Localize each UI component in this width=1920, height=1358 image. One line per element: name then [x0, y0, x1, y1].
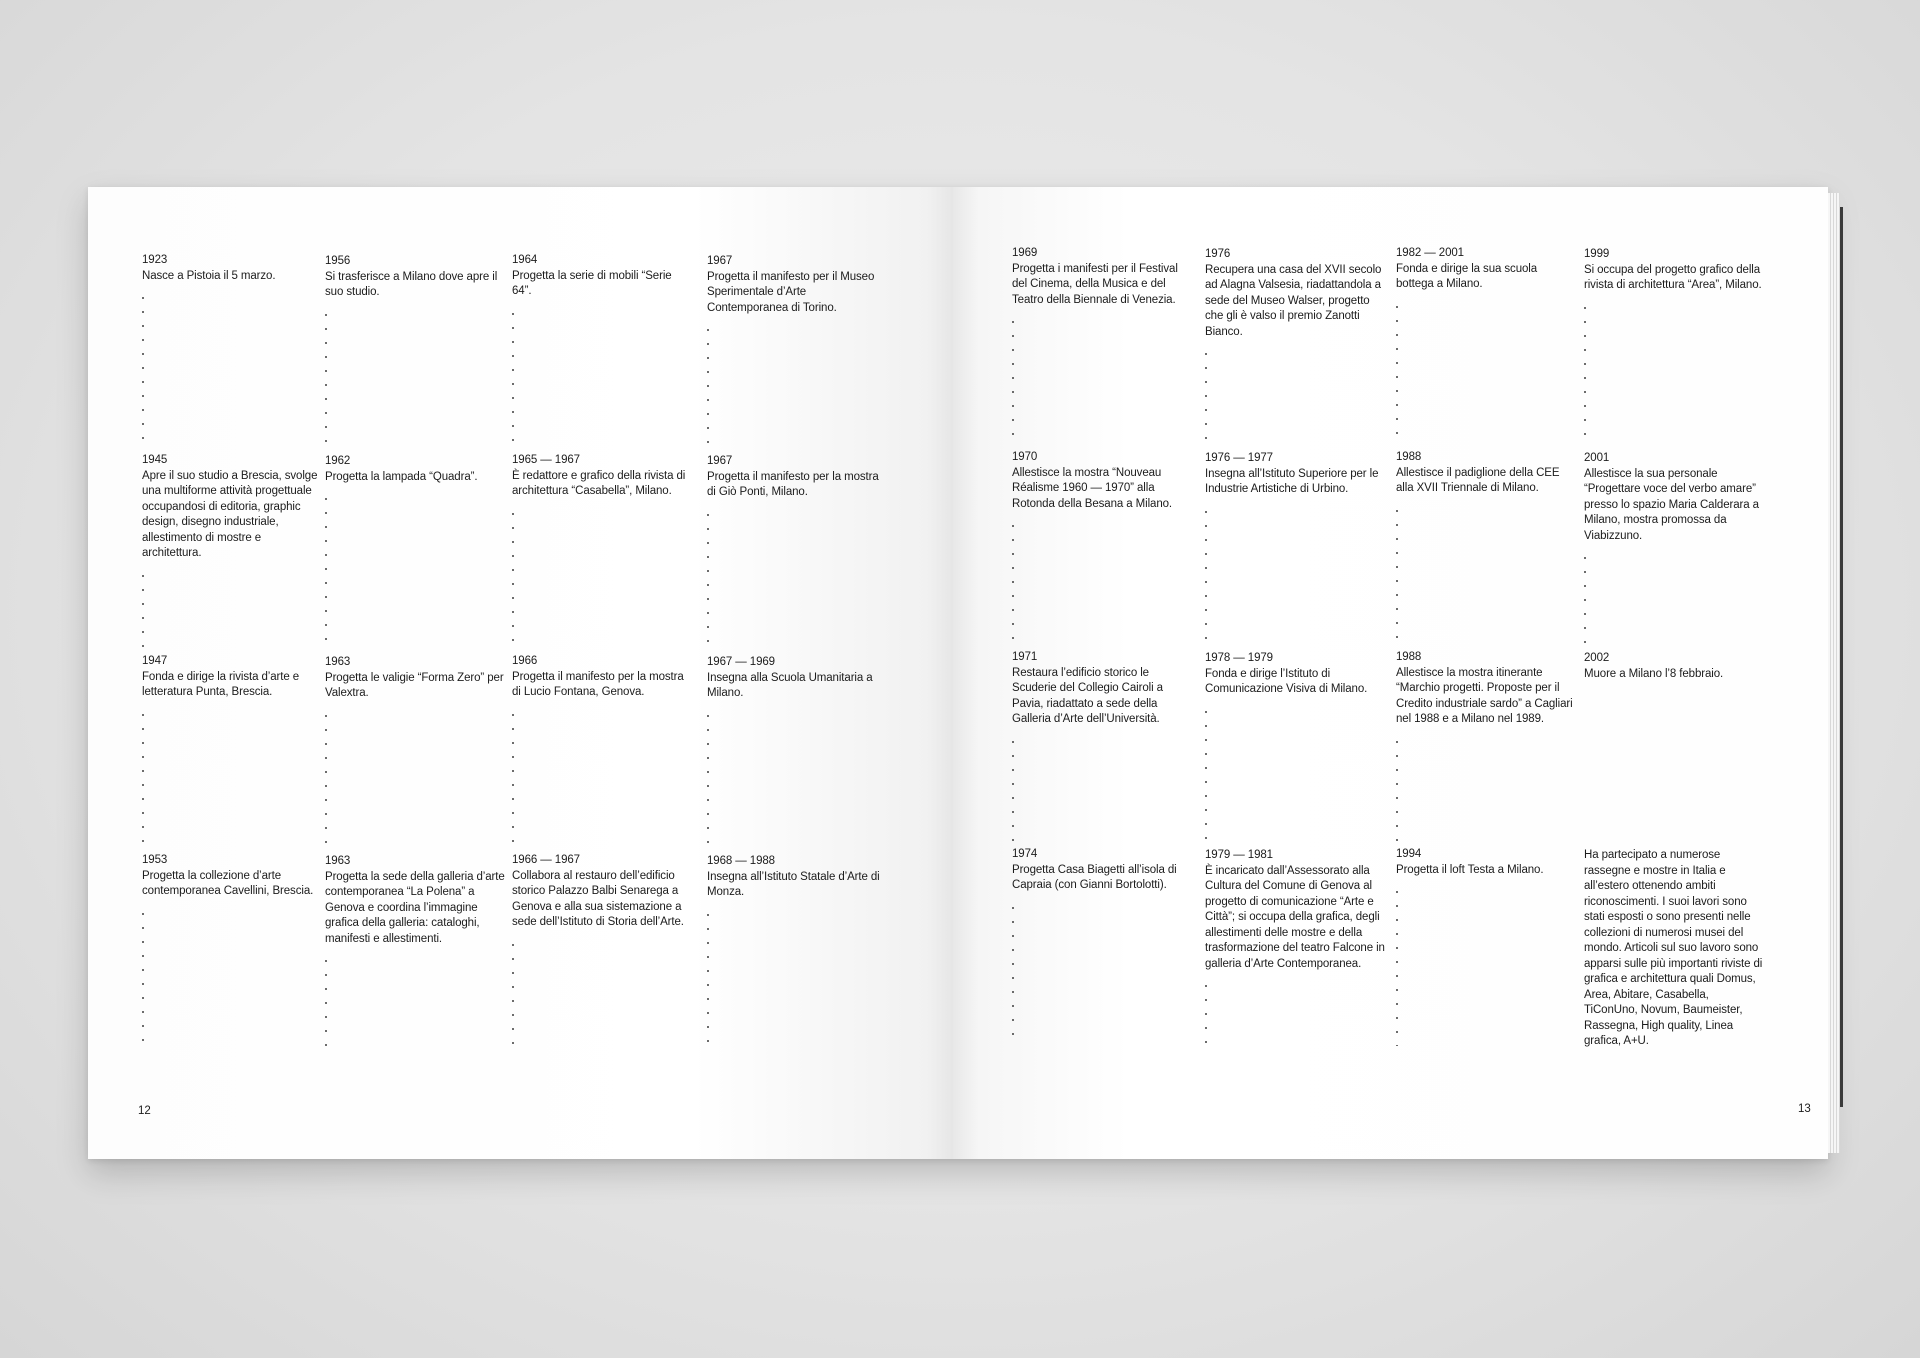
dotted-leader — [142, 903, 146, 1046]
timeline-entry — [142, 453, 322, 649]
entry-year: 1999 — [1584, 248, 1610, 260]
dotted-leader — [1012, 515, 1016, 645]
entry-year: 1963 — [325, 855, 351, 867]
entry-text: Progetta le valigie “Forma Zero” per Valextra. — [325, 671, 504, 699]
entry-year: 1964 — [512, 254, 538, 266]
entry-text: Progetta il loft Testa a Milano. — [1396, 863, 1544, 876]
timeline-entry — [512, 853, 692, 1046]
dotted-leader — [1012, 731, 1016, 842]
dotted-leader — [325, 705, 329, 849]
dotted-leader — [512, 704, 516, 848]
entry-year: 1976 — 1977 — [1205, 452, 1273, 464]
entry-year: 1967 — 1969 — [707, 656, 775, 668]
dotted-leader — [1584, 297, 1588, 446]
entry-text: Si occupa del progetto grafico della rivista di architettura “Area”, Milano. — [1584, 263, 1762, 291]
right-page — [953, 187, 1828, 1159]
entry-text: Si trasferisce a Milano dove apre il suo studio. — [325, 270, 498, 298]
dotted-leader — [142, 704, 146, 848]
dotted-leader — [707, 504, 711, 650]
entry-year: 1976 — [1205, 248, 1231, 260]
dotted-leader — [1396, 296, 1400, 445]
dotted-leader — [1396, 731, 1400, 842]
back-cover-edge — [1840, 207, 1843, 1107]
entry-text: Progetta il manifesto per la mostra di Giò Ponti, Milano. — [707, 470, 879, 498]
timeline-entry — [325, 655, 505, 849]
dotted-leader — [707, 904, 711, 1046]
dotted-leader — [1396, 881, 1400, 1046]
entry-text: Ha partecipato a numerose rassegne e mostre in Italia e all’estero ottenendo ambiti riconoscimenti. I suoi lavori sono stati esposti o sono presenti nelle collezioni di numerosi musei del mondo. Articoli sul suo lavoro sono apparsi sulle più importanti riviste di grafica e architettura quali Domus, Area, Abitare, Casabella, TiConUno, Novum, Baumeister, Rassegna, High quality, Linea grafica, A+U. — [1584, 849, 1763, 1047]
entry-text: Allestisce la mostra itinerante “Marchio progetti. Proposte per il Credito industriale sardo” a Cagliari nel 1988 e a Milano nel 1989. — [1396, 666, 1573, 725]
entry-year: 1965 — 1967 — [512, 454, 580, 466]
open-book — [88, 187, 1828, 1159]
timeline-entry — [1396, 450, 1576, 645]
dotted-leader — [512, 503, 516, 649]
timeline-entry — [325, 854, 505, 1046]
entry-year: 2001 — [1584, 452, 1610, 464]
dotted-leader — [1205, 343, 1209, 446]
dotted-leader — [707, 705, 711, 849]
entry-year: 1970 — [1012, 451, 1038, 463]
dotted-leader — [1205, 701, 1209, 843]
entry-year: 1963 — [325, 656, 351, 668]
entry-text: Nasce a Pistoia il 5 marzo. — [142, 269, 276, 282]
timeline-entry — [1396, 650, 1576, 842]
timeline-entry — [512, 453, 692, 649]
timeline-entry — [142, 654, 322, 848]
entry-text: Recupera una casa del XVII secolo ad Alagna Valsesia, riadattandola a sede del Museo Walser, progetto che gli è valso il premio Zanotti Bianco. — [1205, 263, 1382, 338]
entry-text: Fonda e dirige l’Istituto di Comunicazione Visiva di Milano. — [1205, 667, 1368, 695]
entry-text: Progetta Casa Biagetti all’isola di Capraia (con Gianni Bortolotti). — [1012, 863, 1177, 891]
dotted-leader — [707, 319, 711, 449]
timeline-entry — [1012, 246, 1192, 445]
entry-year: 1971 — [1012, 651, 1038, 663]
entry-year: 2002 — [1584, 652, 1610, 664]
timeline-entry — [1012, 450, 1192, 645]
entry-year: 1978 — 1979 — [1205, 652, 1273, 664]
entry-text: Progetta il manifesto per il Museo Sperimentale d’Arte Contemporanea di Torino. — [707, 270, 875, 314]
entry-text: Allestisce la sua personale “Progettare voce del verbo amare” presso lo spazio Maria Calderara a Milano, mostra promossa da Viabizzuno. — [1584, 467, 1759, 542]
entry-year: 1947 — [142, 655, 168, 667]
dotted-leader — [1584, 547, 1588, 646]
dotted-leader — [512, 303, 516, 448]
dotted-leader — [142, 287, 146, 448]
entry-year: 1962 — [325, 455, 351, 467]
timeline-entry — [512, 654, 692, 848]
timeline-entry — [1205, 451, 1385, 646]
entry-year: 1988 — [1396, 451, 1422, 463]
entry-text: Allestisce la mostra “Nouveau Réalisme 1960 — 1970” alla Rotonda della Besana a Milano. — [1012, 466, 1173, 510]
page-number-right: 13 — [1798, 1103, 1811, 1115]
entry-year: 1982 — 2001 — [1396, 247, 1464, 259]
entry-year: 1923 — [142, 254, 168, 266]
entry-text: Progetta il manifesto per la mostra di Lucio Fontana, Genova. — [512, 670, 684, 698]
page-number-left: 12 — [138, 1105, 151, 1117]
entry-text: È incaricato dall’Assessorato alla Cultura del Comune di Genova al progetto di comunicazione “Arte e Città”; si occupa della grafica, degli allestimenti delle mostre e della trasformazione del teatro Falcone in galleria d’Arte Contemporanea. — [1205, 864, 1385, 970]
dotted-leader — [325, 950, 329, 1046]
timeline-entry — [142, 253, 322, 448]
page-edges — [1828, 193, 1840, 1153]
entry-year: 1945 — [142, 454, 168, 466]
entry-text: Progetta i manifesti per il Festival del Cinema, della Musica e del Teatro della Biennale di Venezia. — [1012, 262, 1178, 306]
entry-year: 1979 — 1981 — [1205, 849, 1273, 861]
entry-text: Fonda e dirige la sua scuola bottega a Milano. — [1396, 262, 1538, 290]
entry-text: Progetta la serie di mobili “Serie 64”. — [512, 269, 672, 297]
timeline-entry — [1584, 247, 1764, 446]
entry-year: 1969 — [1012, 247, 1038, 259]
entry-text: Insegna all’Istituto Superiore per le Industrie Artistiche di Urbino. — [1205, 467, 1379, 495]
timeline-entry — [1012, 650, 1192, 842]
entry-year: 1967 — [707, 255, 733, 267]
entry-text: Insegna all’Istituto Statale d’Arte di Monza. — [707, 870, 880, 898]
entry-year: 1953 — [142, 854, 168, 866]
entry-text: Apre il suo studio a Brescia, svolge una multiforme attività progettuale occupandosi di editoria, graphic design, disegno industriale, allestimento di mostre e architettura. — [142, 469, 318, 559]
timeline-entry — [1205, 247, 1385, 446]
timeline-entry — [325, 454, 505, 650]
timeline-entry — [325, 254, 505, 449]
entry-text: Collabora al restauro dell’edificio storico Palazzo Balbi Senarega a Genova e alla sua sistemazione a sede dell’Istituto di Storia dell’Arte. — [512, 869, 684, 928]
timeline-entry — [707, 254, 887, 449]
entry-text: Allestisce il padiglione della CEE alla XVII Triennale di Milano. — [1396, 466, 1560, 494]
timeline-entry — [1584, 651, 1764, 682]
entry-year: 1966 — [512, 655, 538, 667]
timeline-entry — [1584, 451, 1764, 646]
left-page — [88, 187, 953, 1159]
entry-year: 1988 — [1396, 651, 1422, 663]
timeline-entry — [142, 853, 322, 1046]
entry-year: 1966 — 1967 — [512, 854, 580, 866]
entry-text: Fonda e dirige la rivista d’arte e letteratura Punta, Brescia. — [142, 670, 300, 698]
timeline-entry — [1205, 651, 1385, 843]
entry-text: Progetta la collezione d’arte contemporanea Cavellini, Brescia. — [142, 869, 314, 897]
timeline-entry — [1012, 847, 1192, 1046]
dotted-leader — [142, 565, 146, 649]
dotted-leader — [1205, 501, 1209, 646]
entry-text: Progetta la lampada “Quadra”. — [325, 470, 478, 483]
entry-year: 1956 — [325, 255, 351, 267]
dotted-leader — [1396, 500, 1400, 645]
entry-text: Insegna alla Scuola Umanitaria a Milano. — [707, 671, 873, 699]
dotted-leader — [1012, 311, 1016, 445]
dotted-leader — [1205, 975, 1209, 1046]
timeline-entry — [707, 454, 887, 650]
timeline-entry — [1396, 847, 1576, 1046]
entry-text: È redattore e grafico della rivista di architettura “Casabella”, Milano. — [512, 469, 686, 497]
entry-text: Muore a Milano l’8 febbraio. — [1584, 667, 1724, 680]
timeline-entry — [1396, 246, 1576, 445]
dotted-leader — [325, 488, 329, 650]
dotted-leader — [1012, 897, 1016, 1046]
timeline-entry — [1584, 848, 1764, 1050]
entry-text: Restaura l’edificio storico le Scuderie del Collegio Cairoli a Pavia, riadattato a sede della Galleria d’Arte dell’Università. — [1012, 666, 1163, 725]
timeline-entry — [1205, 848, 1385, 1046]
timeline-entry — [512, 253, 692, 448]
entry-year: 1967 — [707, 455, 733, 467]
entry-year: 1974 — [1012, 848, 1038, 860]
entry-text: Progetta la sede della galleria d’arte contemporanea “La Polena” a Genova e coordina l’immagine grafica della galleria: cataloghi, manifesti e allestimenti. — [325, 870, 505, 945]
timeline-entry — [707, 854, 887, 1046]
entry-year: 1968 — 1988 — [707, 855, 775, 867]
entry-year: 1994 — [1396, 848, 1422, 860]
dotted-leader — [325, 304, 329, 449]
timeline-entry — [707, 655, 887, 849]
dotted-leader — [512, 934, 516, 1046]
